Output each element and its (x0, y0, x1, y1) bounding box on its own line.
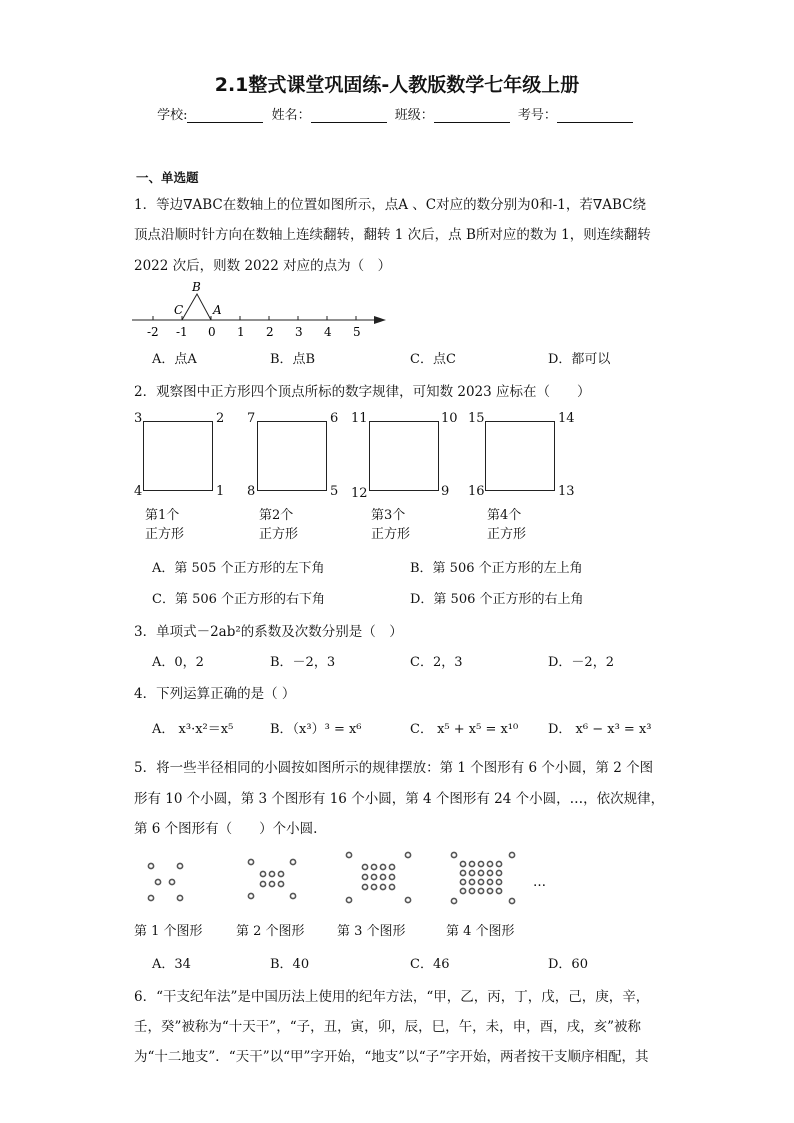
q4-option-c[interactable]: C． x⁵ + x⁵ = x¹⁰ (410, 722, 519, 737)
q4-option-b[interactable]: B．（x³）³ = x⁶ (270, 722, 362, 737)
q5-option-a[interactable]: A．34 (152, 957, 191, 972)
class-blank[interactable] (434, 108, 510, 123)
q6-line-2: 壬，癸”被称为“十天干”，“子，丑，寅，卯，辰，巳，午，未，申，酉，戌，亥”被称 (134, 1019, 642, 1035)
school-label: 学校: (157, 108, 188, 123)
square-3 (369, 421, 439, 491)
pattern-3 (346, 852, 410, 902)
q3-text: 3．单项式－2ab²的系数及次数分别是（ ） (134, 624, 403, 640)
tick-label: 2 (266, 325, 274, 339)
tick-label: 1 (237, 325, 245, 339)
square-4 (485, 421, 555, 491)
q2-option-c[interactable]: C．第 506 个正方形的右下角 (152, 592, 326, 607)
square-3-caption: 第3个 (371, 508, 406, 523)
q3-option-d[interactable]: D．－2，2 (548, 655, 614, 670)
q2-option-a[interactable]: A．第 505 个正方形的左下角 (152, 561, 325, 576)
circle-patterns-figure (130, 846, 570, 916)
number-line-arrow (374, 316, 386, 324)
square-4-caption: 正方形 (487, 527, 527, 542)
q1-line-1: 1．等边∇ABC在数轴上的位置如图所示，点A 、C对应的数分别为0和-1，若∇ABC绕 (134, 197, 647, 213)
pattern-4 (451, 852, 514, 903)
q3-option-c[interactable]: C．2，3 (410, 655, 463, 670)
square-4-bottom-left: 16 (468, 484, 485, 499)
pattern-1 (148, 863, 182, 900)
square-2-caption: 正方形 (259, 527, 299, 542)
square-3-bottom-left: 12 (351, 486, 368, 501)
q6-line-3: 为“十二地支”．“天干”以“甲”字开始，“地支”以“子”字开始，两者按干支顺序相配，其 (134, 1049, 649, 1065)
tick-label: 0 (208, 325, 216, 339)
square-1-bottom-right: 1 (216, 484, 225, 499)
q6-line-1: 6．“干支纪年法”是中国历法上使用的纪年方法，“甲，乙，丙，丁，戊，己，庚，辛， (134, 989, 650, 1005)
section-title: 一、单选题 (136, 170, 199, 185)
square-1-bottom-left: 4 (134, 484, 143, 499)
label-c: C (174, 303, 184, 317)
pattern-4-caption: 第 4 个图形 (446, 924, 515, 939)
pattern-2 (248, 859, 295, 898)
square-4-top-left: 15 (468, 411, 485, 426)
square-2-top-left: 7 (247, 411, 256, 426)
square-3-caption: 正方形 (371, 527, 411, 542)
square-4-caption: 第4个 (487, 508, 522, 523)
tick-label: 3 (295, 325, 303, 339)
label-a: A (213, 303, 222, 317)
q1-option-c[interactable]: C．点C (410, 352, 456, 367)
page-title: 2.1整式课堂巩固练-人教版数学七年级上册 (214, 74, 580, 96)
square-4-top-right: 14 (558, 411, 575, 426)
q5-line-2: 形有 10 个小圆，第 3 个图形有 16 个小圆，第 4 个图形有 24 个小圆，…，依次规律， (134, 791, 665, 807)
pattern-1-caption: 第 1 个图形 (134, 924, 203, 939)
square-3-top-right: 10 (441, 411, 458, 426)
student-info-line (0, 104, 794, 123)
square-2-bottom-left: 8 (247, 484, 256, 499)
q5-option-b[interactable]: B．40 (270, 957, 310, 972)
tick-label: 4 (324, 325, 332, 339)
pattern-3-caption: 第 3 个图形 (337, 924, 406, 939)
class-label: 班级： (394, 108, 434, 123)
exam-number-blank[interactable] (557, 108, 633, 123)
square-3-bottom-right: 9 (441, 484, 450, 499)
school-blank[interactable] (187, 108, 263, 123)
square-2-top-right: 6 (330, 411, 339, 426)
q5-option-d[interactable]: D．60 (548, 957, 588, 972)
square-2-bottom-right: 5 (330, 484, 339, 499)
q1-option-a[interactable]: A．点A (152, 352, 197, 367)
square-1-top-right: 2 (216, 411, 225, 426)
square-1-caption: 正方形 (145, 527, 185, 542)
q2-option-b[interactable]: B．第 506 个正方形的左上角 (410, 561, 583, 576)
name-blank[interactable] (311, 108, 387, 123)
q3-option-b[interactable]: B．－2，3 (270, 655, 336, 670)
q1-line-3: 2022 次后，则数 2022 对应的点为（ ） (134, 258, 392, 274)
label-b: B (192, 280, 201, 294)
q4-option-d[interactable]: D． x⁶ − x³ = x³ (548, 722, 652, 737)
q2-option-d[interactable]: D．第 506 个正方形的右上角 (410, 592, 584, 607)
tick-label: 5 (353, 325, 361, 339)
q4-text: 4．下列运算正确的是（ ） (134, 686, 296, 702)
q5-line-3: 第 6 个图形有（ ）个小圆. (134, 821, 318, 837)
triangle-abc (182, 294, 211, 320)
q5-option-c[interactable]: C．46 (410, 957, 450, 972)
tick-label: -1 (176, 325, 188, 339)
pattern-ellipsis: … (533, 875, 546, 890)
q2-text: 2．观察图中正方形四个顶点所标的数字规律，可知数 2023 应标在（ ） (134, 384, 591, 400)
pattern-2-caption: 第 2 个图形 (236, 924, 305, 939)
square-2 (257, 421, 327, 491)
square-1 (143, 421, 213, 491)
square-4-bottom-right: 13 (558, 484, 575, 499)
q1-option-b[interactable]: B．点B (270, 352, 316, 367)
q4-option-a[interactable]: A． x³·x²＝x⁵ (152, 722, 234, 737)
q5-line-1: 5．将一些半径相同的小圆按如图所示的规律摆放：第 1 个图形有 6 个小圆，第 2 个图 (134, 760, 654, 776)
square-3-top-left: 11 (351, 411, 368, 426)
squares-figure (134, 410, 584, 545)
name-label: 姓名： (271, 108, 311, 123)
q3-option-a[interactable]: A．0，2 (152, 655, 204, 670)
exam-number-label: 考号： (517, 108, 557, 123)
number-line-figure (128, 276, 394, 342)
q1-option-d[interactable]: D．都可以 (548, 352, 611, 367)
square-1-top-left: 3 (134, 411, 143, 426)
q1-line-2: 顶点沿顺时针方向在数轴上连续翻转，翻转 1 次后，点 B所对应的数为 1，则连续翻转 (134, 227, 651, 243)
square-2-caption: 第2个 (259, 508, 294, 523)
tick-label: -2 (147, 325, 159, 339)
square-1-caption: 第1个 (145, 508, 180, 523)
